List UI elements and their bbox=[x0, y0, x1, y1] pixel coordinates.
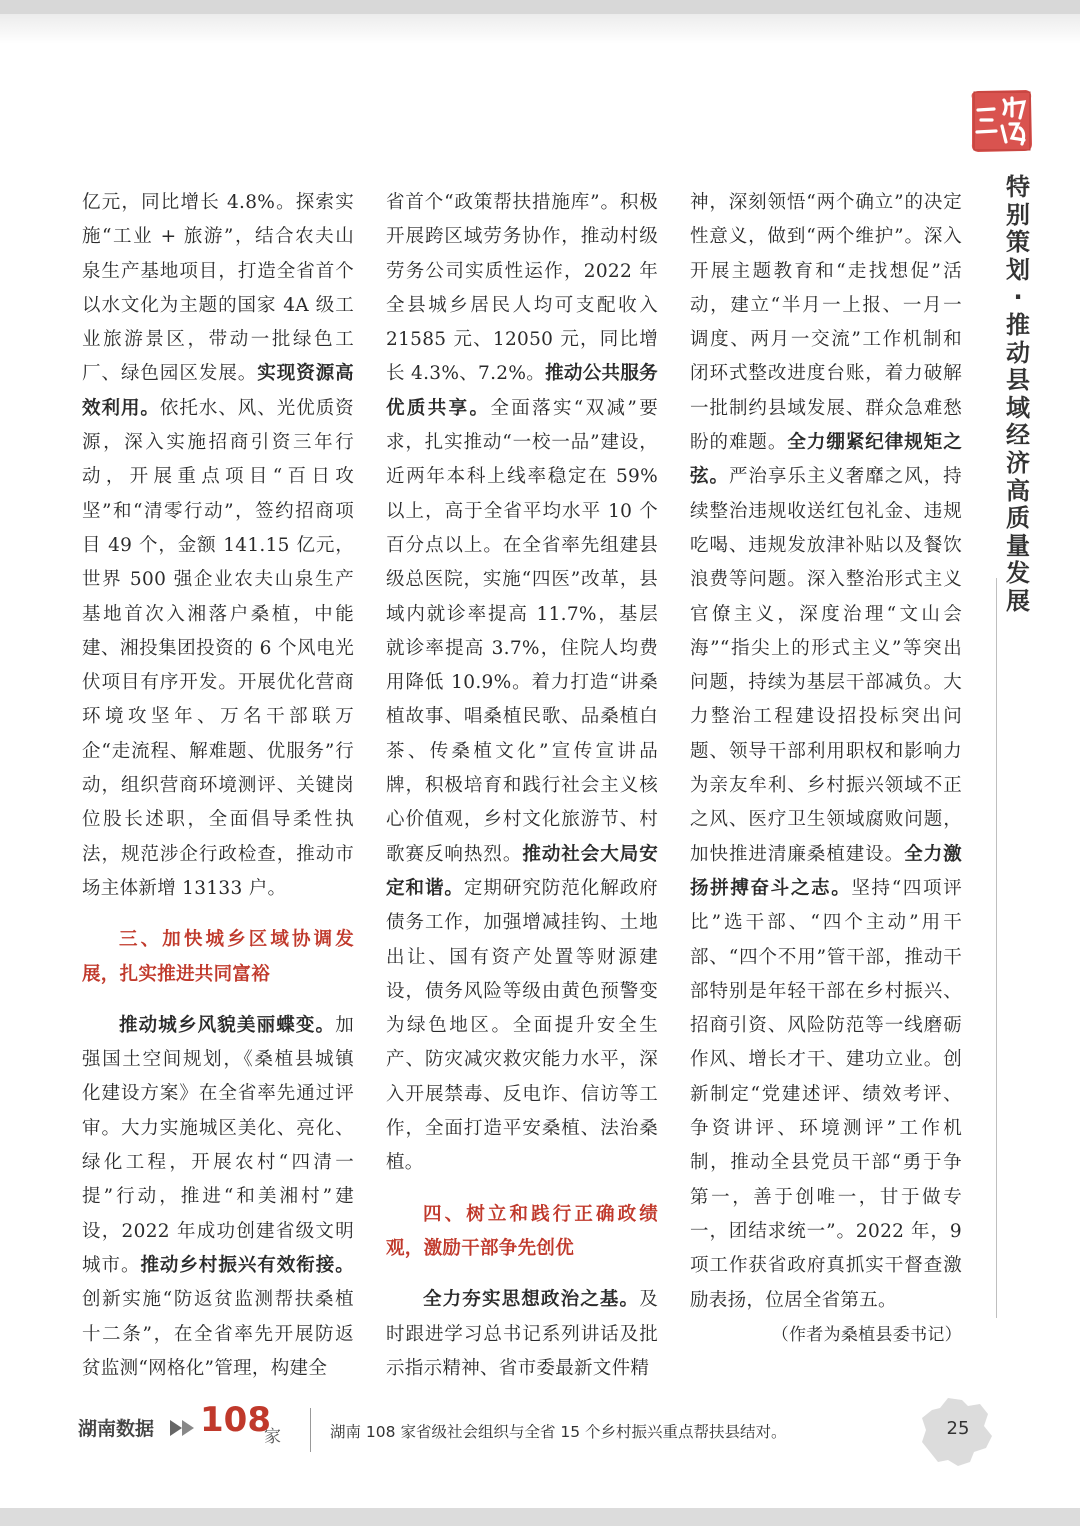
paragraph-text: 神，深刻领悟“两个确立”的决定性意义，做到“两个维护”。深入开展主题教育和“走找想促”活动，建立“半月一上报、一月一调度、两月一交流”工作机制和闭环式整改进度台账，着力破解一批制约县域发展、群众急难愁盼的难题。 bbox=[690, 192, 962, 454]
bold-lead: 全力夯实思想政治之基。 bbox=[423, 1289, 640, 1311]
paragraph-text: 省首个“政策帮扶措施库”。积极开展跨区域劳务协作，推动村级劳务公司实质性运作，2022 年全县城乡居民人均可支配收入 21585 元、12050 元，同比增长 4.3%、7.2%。 bbox=[386, 192, 658, 385]
paragraph bbox=[386, 186, 658, 1181]
paragraph-text: 坚持“四项评比”选干部、“四个主动”用干部、“四个不用”管干部，推动干部特别是年轻干部在乡村振兴、招商引资、风险防范等一线磨砺作风、增长才干、建功立业。创新制定“党建述评、绩效考评、争资讲评、环境测评”工作机制，推动全县党员干部“勇于争第一，善于创唯一，甘于做专一，团结求统一”。2022 年，9 项工作获省政府真抓实干督查激励表扬，位居全省第五。 bbox=[690, 877, 962, 1311]
footer-note: 湖南 108 家省级社会组织与全省 15 个乡村振兴重点帮扶县结对。 bbox=[330, 1423, 787, 1441]
bold-lead: 推动公共服务优质共享。 bbox=[386, 363, 658, 419]
paragraph-text: 加强国土空间规划，《桑植县城镇化建设方案》在全省率先通过评审。大力实施城区美化、亮化、绿化工程，开展农村“四清一提”行动，推进“和美湘村”建设，2022 年成功创建省级文明城市。 bbox=[82, 1014, 354, 1276]
paragraph-text: 全面落实“双减”要求，扎实推动“一校一品”建设，近两年本科上线率稳定在 59% 以上，高于全省平均水平 10 个百分点以上。在全省率先组建县级总医院，实施“四医”改革，县域内就诊率提高 11.7%，基层就诊率提高 3.7%，住院人均费用降低 10.9%。着力打造“讲桑植故事、唱桑植民歌、品桑植白茶、传桑植文化”宣传宣讲品牌，积极培育和践行社会主义核心价值观，乡村文化旅游节、村歌赛反响热烈。 bbox=[386, 397, 658, 865]
paragraph-text: 亿元，同比增长 4.8%。探索实施“工业 + 旅游”，结合农夫山泉生产基地项目，打造全省首个以水文化为主题的国家 4A 级工业旅游景区，带动一批绿色工厂、绿色园区发展。 bbox=[82, 192, 354, 385]
paragraph-text: 创新实施“防返贫监测帮扶桑植十二条”，在全省率先开展防返贫监测“网格化”管理，构建全 bbox=[82, 1289, 354, 1379]
hunan-work-logo bbox=[968, 88, 1034, 154]
bold-lead: 推动城乡风貌美丽蝶变。 bbox=[119, 1014, 336, 1036]
title-char: 动 bbox=[1006, 338, 1030, 367]
title-char: 发 bbox=[1006, 559, 1030, 588]
title-char: 县 bbox=[1006, 366, 1030, 395]
scan-shade-top bbox=[0, 14, 1080, 44]
title-char: 量 bbox=[1006, 531, 1030, 560]
section-title-vertical bbox=[998, 174, 1038, 616]
title-char: 经 bbox=[1006, 421, 1030, 450]
title-char: 推 bbox=[1006, 310, 1030, 339]
author-note: （作者为桑植县委书记） bbox=[771, 1324, 962, 1345]
scan-edge-bottom bbox=[0, 1508, 1080, 1526]
footer-divider bbox=[310, 1408, 311, 1452]
bold-lead: 推动社会大局安定和谐。 bbox=[386, 843, 658, 899]
title-char: · bbox=[1013, 283, 1023, 312]
paragraph bbox=[386, 1283, 658, 1386]
title-char: 策 bbox=[1006, 228, 1030, 257]
title-char: 高 bbox=[1006, 476, 1030, 505]
section-heading-4: 四、树立和践行正确政绩观，激励干部争先创优 bbox=[386, 1203, 658, 1259]
footer-unit: 家 bbox=[264, 1427, 281, 1447]
paragraph-text: 依托水、风、光优质资源，深入实施招商引资三年行动，开展重点项目“百日攻坚”和“清零行动”，签约招商项目 49 个，金额 141.15 亿元，世界 500 强企业农夫山泉生产基地首次入湘落户桑植，中能建、湘投集团投资的 6 个风电光伏项目有序开发。开展优化营商环境攻坚年、万名干部联万企“走流程、解难题、优服务”行动，组织营商环境测评、关键岗位股长述职，全面倡导柔性执法，规范涉企行政检查，推动市场主体新增 13133 户。 bbox=[82, 397, 354, 899]
paragraph-text: 及时跟进学习总书记系列讲话及批示指示精神、省市委最新文件精 bbox=[386, 1289, 658, 1379]
title-char: 划 bbox=[1006, 255, 1030, 284]
title-char: 展 bbox=[1006, 586, 1030, 615]
title-char: 特 bbox=[1006, 173, 1030, 201]
bold-lead: 推动乡村振兴有效衔接。 bbox=[140, 1254, 354, 1276]
page-number: 25 bbox=[946, 1418, 970, 1439]
section-heading-3: 三、加快城乡区域协调发展，扎实推进共同富裕 bbox=[82, 929, 354, 985]
title-char: 济 bbox=[1006, 448, 1030, 477]
bold-lead: 全力激扬拼搏奋斗之志。 bbox=[690, 843, 962, 899]
title-char: 别 bbox=[1006, 200, 1030, 229]
paragraph bbox=[82, 1009, 354, 1386]
double-arrow-icon bbox=[168, 1418, 200, 1438]
paragraph bbox=[82, 186, 354, 906]
paragraph-text: 定期研究防范化解政府债务工作，加强增减挂钩、土地出让、国有资产处置等财源建设，债务风险等级由黄色预警变为绿色地区。全面提升安全生产、防灾减灾救灾能力水平，深入开展禁毒、反电诈、信访等工作，全面打造平安桑植、法治桑植。 bbox=[386, 877, 658, 1174]
article-column-1 bbox=[82, 186, 354, 1386]
bold-lead: 全力绷紧纪律规矩之弦。 bbox=[690, 432, 962, 488]
bold-lead: 实现资源高效利用。 bbox=[82, 363, 354, 419]
article-column-3 bbox=[690, 186, 962, 1352]
paragraph-text: 严治享乐主义奢靡之风，持续整治违规收送红包礼金、违规吃喝、违规发放津补贴以及餐饮浪费等问题。深入整治形式主义官僚主义，深度治理“文山会海”“指尖上的形式主义”等突出问题，持续为基层干部减负。大力整治工程建设招投标突出问题、领导干部利用职权和影响力为亲友牟利、乡村振兴领域不正之风、医疗卫生领域腐败问题，加快推进清廉桑植建设。 bbox=[690, 466, 962, 865]
article-column-2 bbox=[386, 186, 658, 1386]
footer-brand: 湖南数据 bbox=[78, 1418, 155, 1440]
title-char: 域 bbox=[1006, 393, 1030, 422]
paragraph bbox=[690, 186, 962, 1318]
page-footer bbox=[78, 1400, 1008, 1464]
footer-number: 108 bbox=[200, 1400, 271, 1440]
margin-rule bbox=[996, 578, 997, 1318]
title-char: 质 bbox=[1006, 504, 1030, 533]
scan-edge-top bbox=[0, 0, 1080, 14]
